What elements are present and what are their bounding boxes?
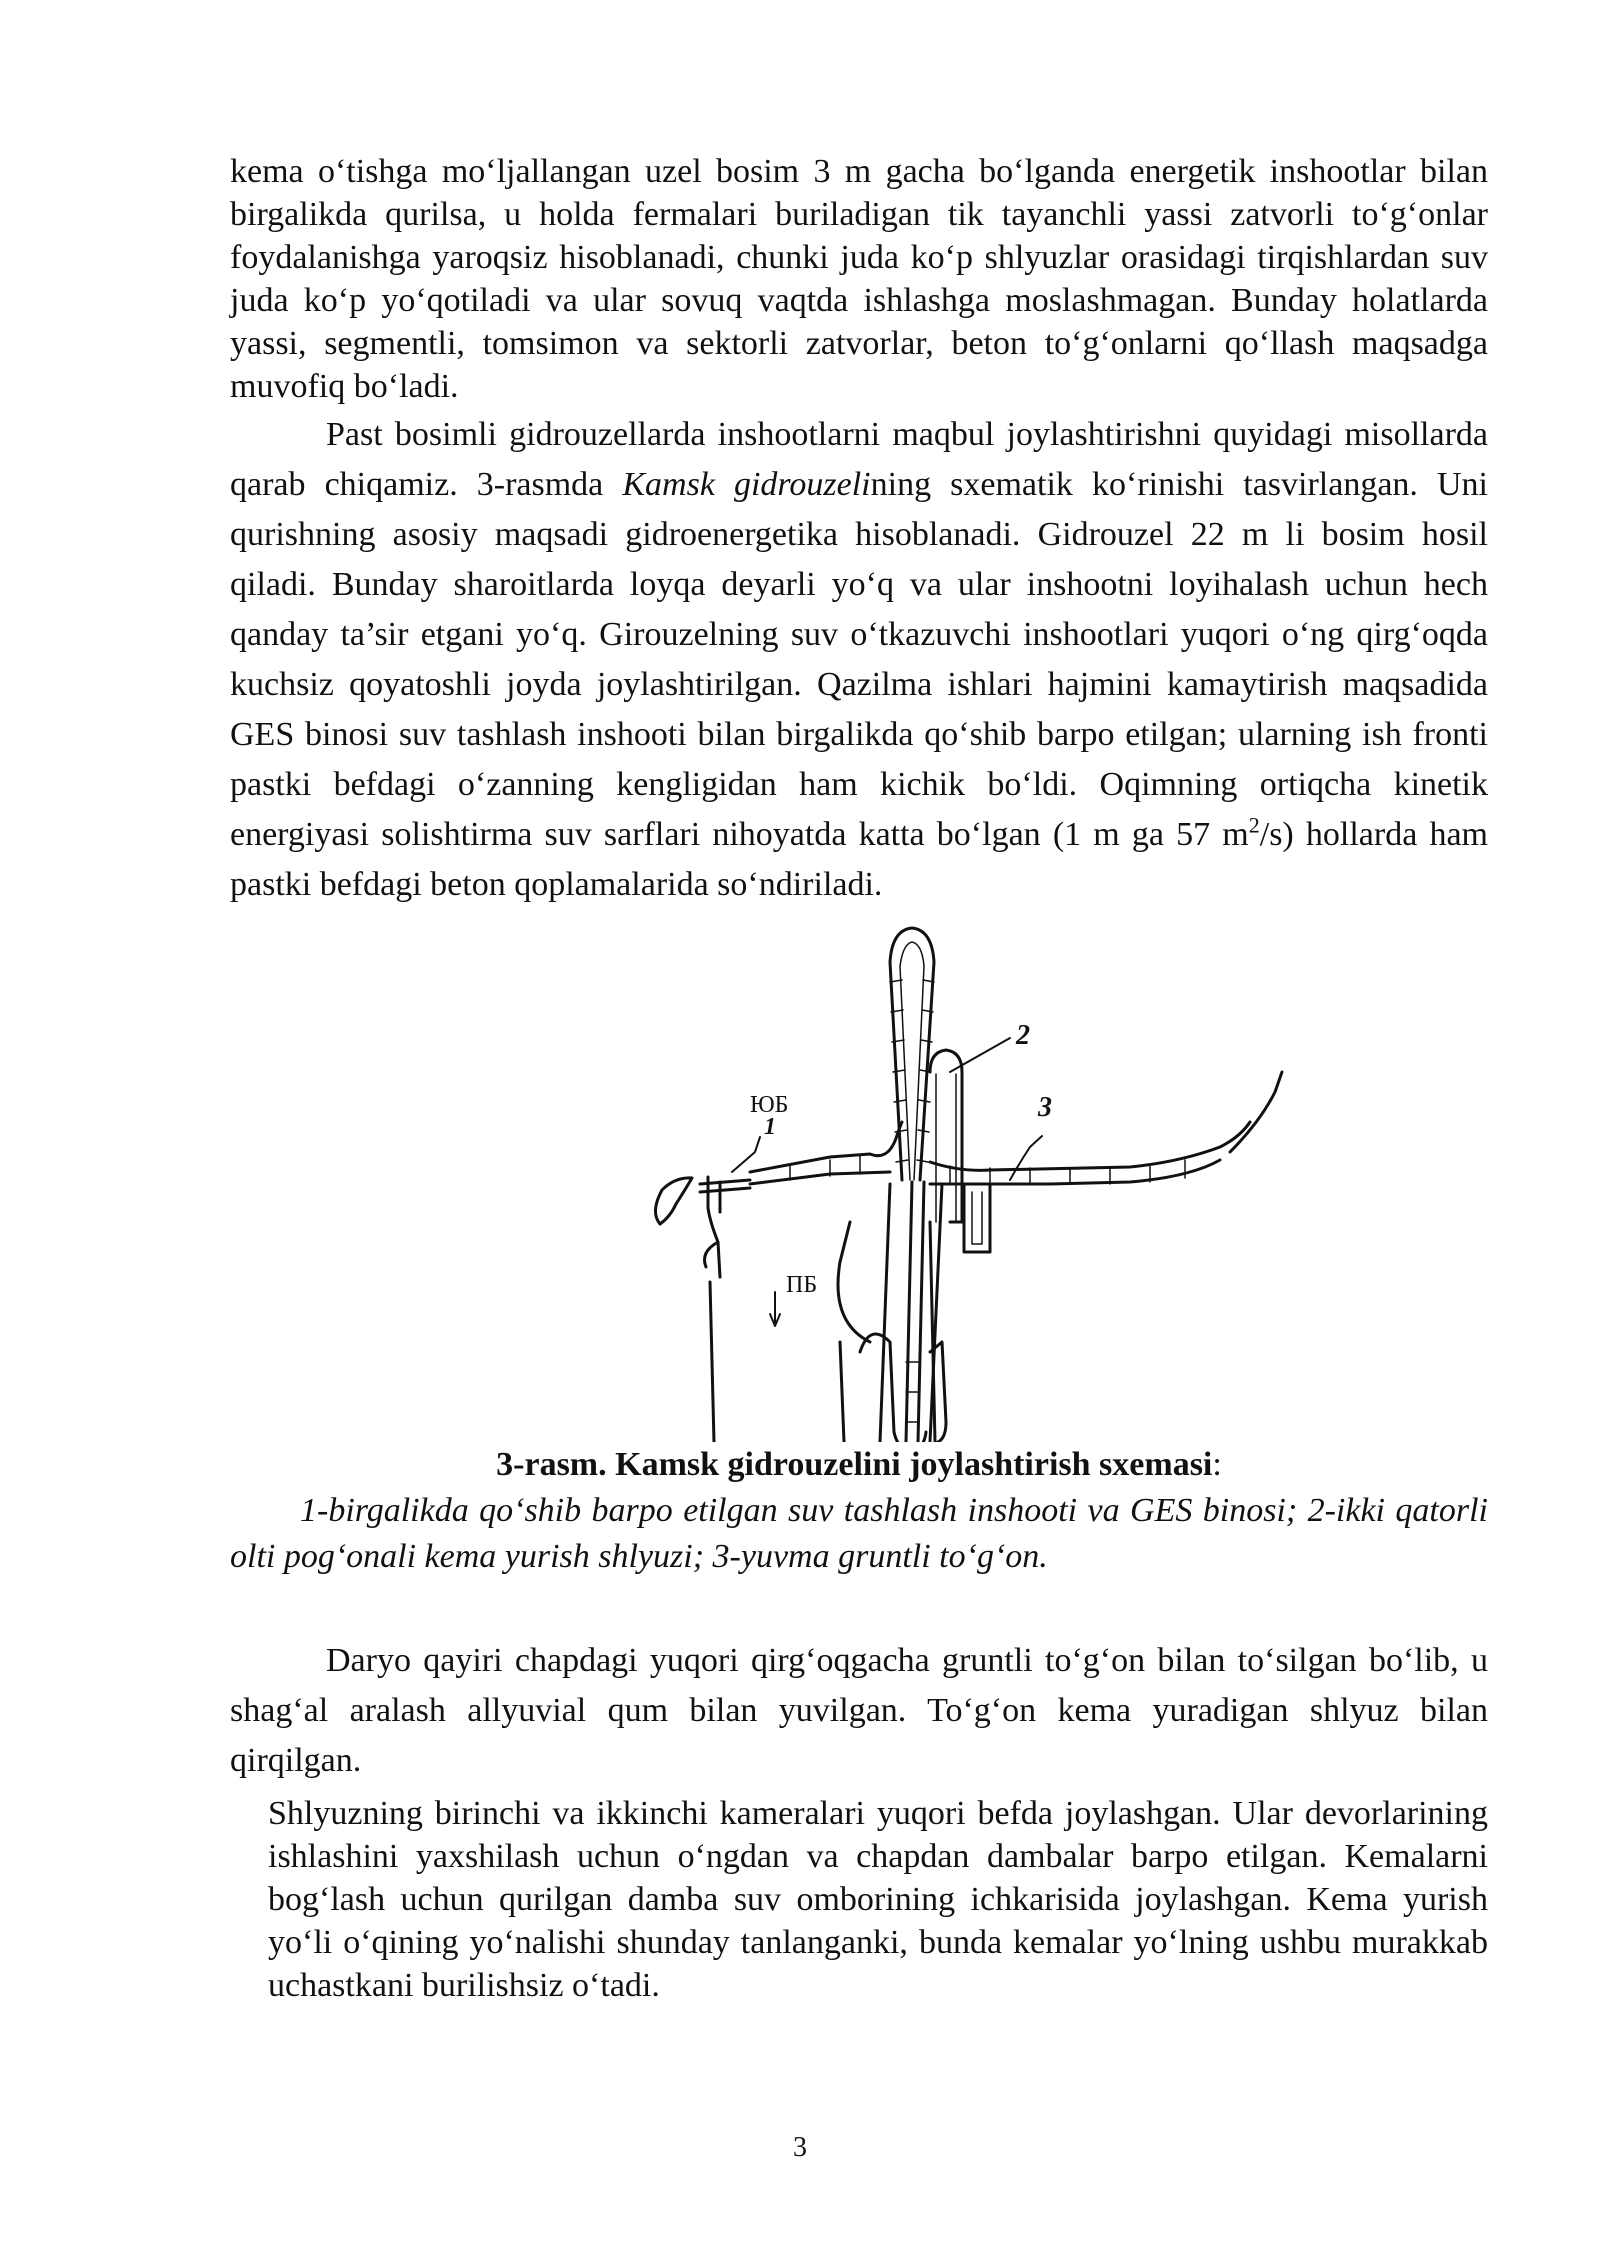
figure-caption-legend: 1-birgalikda qo‘shib barpo etilgan suv tashlash inshooti va GES binosi; 2-ikki qatorli olti pog‘onali kema yurish shlyuzi; 3-yuvma gruntli to‘g‘on. (230, 1492, 1488, 1575)
caption-title-text: 3-rasm. Kamsk gidrouzelini joylashtirish sxemasi (496, 1446, 1213, 1483)
label-lower-pool: ПБ (786, 1272, 818, 1298)
marker-2: 2 (1016, 1020, 1030, 1051)
paragraph-3: Daryo qayiri chapdagi yuqori qirg‘oqgacha gruntli to‘g‘on bilan to‘silgan bo‘lib, u shag‘al aralash allyuvial qum bilan yuvilgan. To‘g‘on kema yuradigan shlyuz bilan qirqilgan. (230, 1642, 1488, 1779)
page-number: 3 (793, 2132, 807, 2163)
figure-caption-title (230, 1442, 1488, 1488)
label-upper-pool: ЮБ (750, 1092, 789, 1118)
kamsk-hydro-scheme-drawing (230, 922, 1488, 1442)
paragraph-2-text-c: /s) hollarda ham pastki befdagi beton qoplamalarida so‘ndiriladi. (230, 816, 1488, 903)
figure-3-scheme (230, 922, 1488, 1442)
paragraph-4: Shlyuzning birinchi va ikkinchi kameralari yuqori befda joylashgan. Ular devorlarining ishlashini yaxshilash uchun o‘ngdan va chapdan dambalar barpo etilgan. Kemalarni bog‘lash uchun qurilgan damba suv omborining ichkarisida joylashgan. Kema yurish yo‘li o‘qining yo‘nalishi shunday tanlanganki, bunda kemalar yo‘lning ushbu murakkab uchastkani burilishsiz o‘tadi. (268, 1795, 1488, 2004)
paragraph-2-text-b: ning sxematik ko‘rinishi tasvirlangan. Uni qurishning asosiy maqsadi gidroenergetika hisoblanadi. Gidrouzel 22 m li bosim hosil qiladi. Bunday sharoitlarda loyqa deyarli yo‘q va ular inshootni loyihalash uchun hech qanday ta’sir etgani yo‘q. Girouzelning suv o‘tkazuvchi inshootlari yuqori o‘ng qirg‘oqda kuchsiz qoyatoshli joyda joylashtirilgan. Qazilma ishlari hajmini kamaytirish maqsadida GES binosi suv tashlash inshooti bilan birgalikda qo‘shib barpo etilgan; ularning ish fronti pastki befdagi o‘zanning kengligidan ham kichik bo‘ldi. Oqimning ortiqcha kinetik energiyasi solishtirma suv sarflari nihoyatda katta bo‘lgan (1 m ga 57 m (230, 466, 1489, 853)
marker-1: 1 (764, 1114, 776, 1140)
page-content (230, 150, 1488, 2007)
marker-3: 3 (1038, 1092, 1052, 1123)
paragraph-2-italic: Kamsk gidrouzeli (622, 466, 871, 503)
paragraph-2-text-a: Past bosimli gidrouzellarda inshootlarni maqbul joylashtirishni quyidagi misollarda qarab chiqamiz. 3-rasmda (230, 416, 1488, 503)
paragraph-1: kema o‘tishga mo‘ljallangan uzel bosim 3 m gacha bo‘lganda energetik inshootlar bilan birgalikda qurilsa, u holda fermalari buriladigan tik tayanchli yassi zatvorli to‘g‘onlar foydalanishga yaroqsiz hisoblanadi, chunki juda ko‘p shlyuzlar orasidagi tirqishlardan suv juda ko‘p yo‘qotiladi va ular sovuq vaqtda ishlashga moslashmagan. Bunday holatlarda yassi, segmentli, tomsimon va sektorli zatvorlar, beton to‘g‘onlarni qo‘llash maqsadga muvofiq bo‘ladi. (230, 153, 1488, 405)
caption-title-suffix: : (1212, 1446, 1222, 1483)
superscript-2: 2 (1248, 812, 1260, 838)
paragraph-2 (230, 410, 1488, 910)
